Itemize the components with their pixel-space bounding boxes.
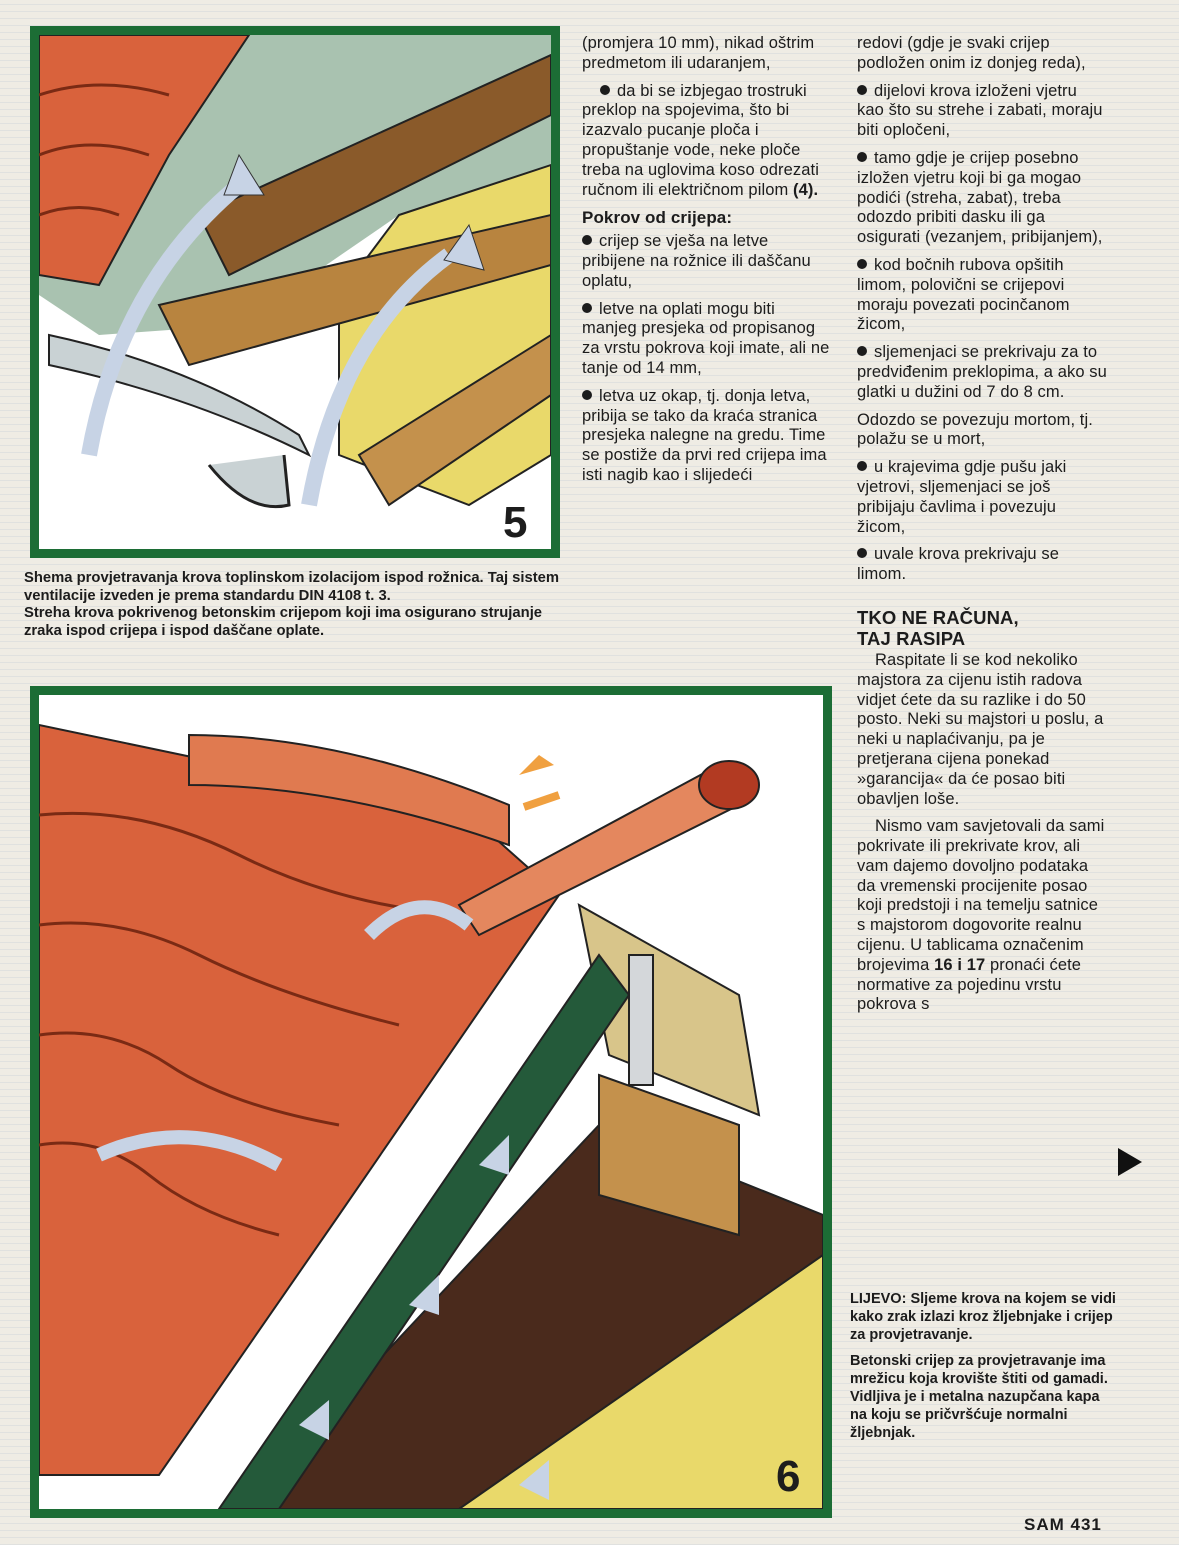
bullet-icon <box>857 259 867 269</box>
paragraph: Raspitate li se kod nekoliko majstora za cijenu istih radova vidjet ćete da su razlike i do 50 posto. Neki su majstori u poslu, a neki u naplaćivanju, pa je pretjerana cijena ponekad »garancija« da će posao biti obavljen loše. <box>857 650 1104 808</box>
paragraph: redovi (gdje je svaki crijep podložen onim iz donjeg reda), <box>857 34 1086 72</box>
text-column-right <box>857 34 1107 1023</box>
paragraph: Odozdo se povezuju mortom, tj. polažu se u mort, <box>857 410 1093 449</box>
roof-eave-ventilation-drawing <box>39 35 551 549</box>
figure-6-caption-text-2: Betonski crijep za provjetravanje ima mrežicu koja krovište štiti od gamadi. Vidljiva je i metalna nazupčana kapa na koju se pričvršćuje normalni žljebnjak. <box>850 1353 1108 1441</box>
bullet-icon <box>600 85 610 95</box>
bullet-item: dijelovi krova izloženi vjetru kao što su strehe i zabati, moraju biti opločeni, <box>857 81 1103 140</box>
page-number: SAM 431 <box>1024 1515 1102 1534</box>
bullet-icon <box>582 235 592 245</box>
bullet-item: crijep se vješa na letve pribijene na rožnice ili daščanu oplatu, <box>582 232 811 290</box>
figure-6-caption-text-1: LIJEVO: Sljeme krova na kojem se vidi kako zrak izlazi kroz žljebnjake i crijep za provjetravanje. <box>850 1291 1116 1343</box>
bullet-icon <box>582 303 592 313</box>
bullet-item: da bi se izbjegao trostruki preklop na spojevima, što bi izazvalo pucanje ploča i propuštanje vode, neke ploče treba na uglovima koso odrezati ručnom ili električnom pilom (4). <box>582 81 819 199</box>
bullet-item: tamo gdje je crijep posebno izložen vjetru koji bi ga mogao podići (streha, zabat), treba odozdo pribiti dasku ili ga osigurati (vezanjem, pribijanjem), <box>857 148 1103 247</box>
figure-5-number: 5 <box>503 498 528 547</box>
bullet-item: letve na oplati mogu biti manjeg presjeka od propisanog za vrstu pokrova koji imate, ali ne tanje od 14 mm, <box>582 299 830 377</box>
text-column-middle <box>582 34 832 494</box>
bullet-icon <box>857 548 867 558</box>
bullet-icon <box>857 461 867 471</box>
bullet-item: sljemenjaci se prekrivaju za to predviđenim preklopima, a ako su glatki u dužini od 7 do 8 cm. <box>857 343 1107 401</box>
figure-6-illustration <box>30 686 832 1518</box>
bullet-icon <box>582 390 592 400</box>
continue-arrow-icon <box>1118 1148 1142 1176</box>
paragraph: Nismo vam savjetovali da sami pokrivate ili prekrivate krov, ali vam dajemo dovoljno podataka da vremenski procijenite posao koji predstoji i na temelju satnice s majstorom dogovorite realnu cijenu. U tablicama označenim brojevima 16 i 17 pronaći ćete normative za pojedinu vrstu pokrova s <box>857 817 1105 1014</box>
section-heading: TKO NE RAČUNA, TAJ RASIPA <box>857 606 1019 649</box>
figure-5-caption-text-2: Streha krova pokrivenog betonskim crijepom koji ima osigurano strujanje zraka ispod crijepa i ispod daščane oplate. <box>24 605 543 639</box>
roof-ridge-ventilation-drawing <box>39 695 823 1509</box>
bullet-icon <box>857 85 867 95</box>
figure-5-caption <box>24 570 564 640</box>
paragraph: (promjera 10 mm), nikad oštrim predmetom ili udaranjem, <box>582 34 815 72</box>
bullet-item: letva uz okap, tj. donja letva, pribija se tako da kraća stranica presjeka nalegne na gredu. Time se postiže da prvi red crijepa ima isti nagib kao i slijedeći <box>582 386 827 484</box>
section-heading: Pokrov od crijepa: <box>582 208 733 228</box>
bullet-item: u krajevima gdje pušu jaki vjetrovi, sljemenjaci se još pribijaju čavlima i povezuju žicom, <box>857 458 1067 536</box>
figure-5-illustration <box>30 26 560 558</box>
figure-5-caption-text-1: Shema provjetravanja krova toplinskom izolacijom ispod rožnica. Taj sistem ventilacije izveden je prema standardu DIN 4108 t. 3. <box>24 570 560 604</box>
figure-6-number: 6 <box>776 1452 801 1501</box>
bullet-item: kod bočnih rubova opšitih limom, polovični se crijepovi moraju povezati pocinčanom žicom, <box>857 255 1070 334</box>
bullet-icon <box>857 152 867 162</box>
bullet-item: uvale krova prekrivaju se limom. <box>857 545 1059 584</box>
bullet-icon <box>857 346 867 356</box>
figure-6-caption <box>850 1290 1118 1450</box>
